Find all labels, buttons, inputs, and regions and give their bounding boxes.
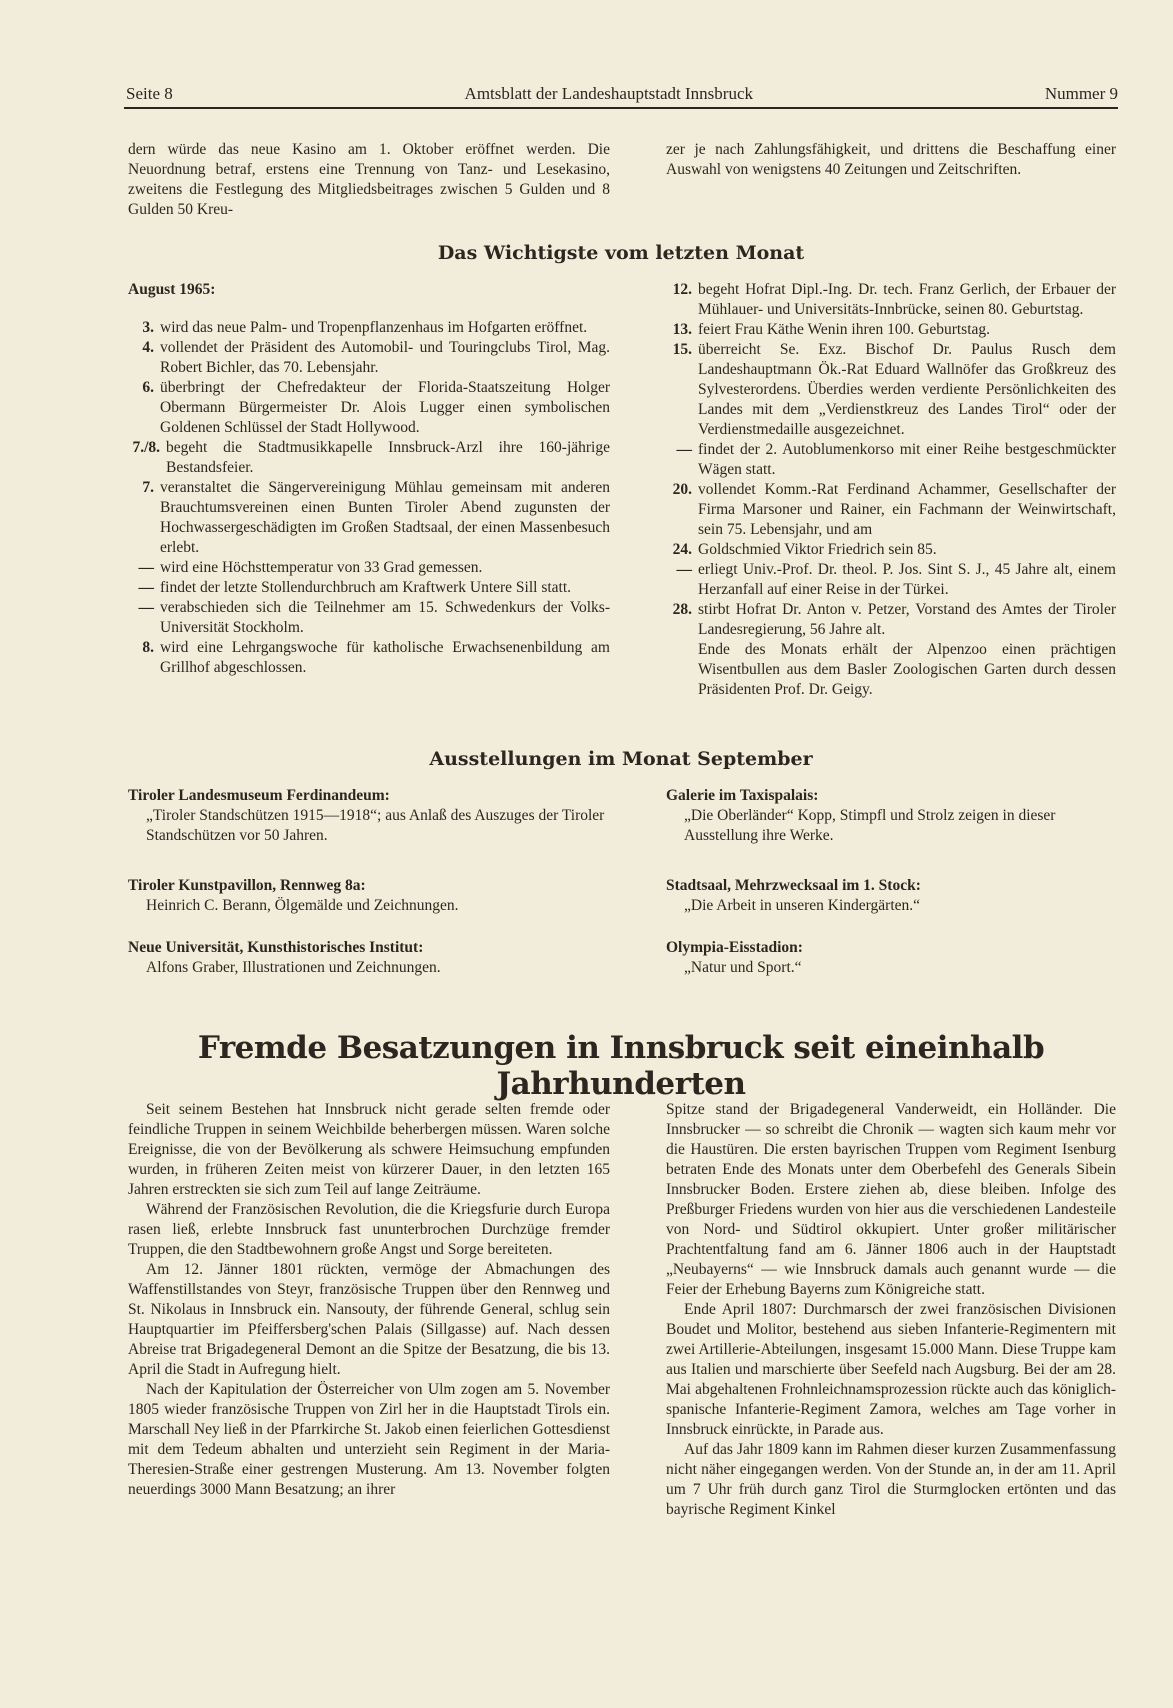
item-date: — xyxy=(138,579,154,596)
item-text: findet der letzte Stollendurchbruch am Kraftwerk Untere Sill statt. xyxy=(160,579,572,596)
item-text: Ende des Monats erhält der Alpenzoo einen prächtigen Wisentbullen aus dem Basler Zoologischen Garten durch dessen Präsidenten Prof. Dr. Geigy. xyxy=(698,641,1116,698)
item-text: wird eine Lehrgangswoche für katholische Erwachsenenbildung am Grillhof abgeschlossen. xyxy=(160,639,610,676)
news-item xyxy=(666,600,1116,640)
intro-right xyxy=(666,140,1116,180)
item-text: erliegt Univ.-Prof. Dr. theol. P. Jos. Sint S. J., 45 Jahre alt, einem Herzanfall auf einer Reise in der Türkei. xyxy=(698,561,1116,598)
news-item xyxy=(666,480,1116,540)
item-text: wird eine Höchsttemperatur von 33 Grad gemessen. xyxy=(160,559,483,576)
news-item xyxy=(666,440,1116,480)
item-text: findet der 2. Autoblumenkorso mit einer Reihe bestgeschmückter Wägen statt. xyxy=(698,441,1116,478)
page-header xyxy=(126,80,1118,104)
item-text: stirbt Hofrat Dr. Anton v. Petzer, Vorstand des Amtes der Tiroler Landesregierung, 56 Jahre alt. xyxy=(698,601,1116,638)
exhibitions-heading: Ausstellungen im Monat September xyxy=(429,748,813,770)
exhibitions-left xyxy=(128,786,610,1000)
item-text: überreicht Se. Exz. Bischof Dr. Paulus Rusch dem Landeshauptmann Ök.-Rat Eduard Wallnöfer das Großkreuz des Sylvesterordens. Überdies werden verdiente Persönlichkeiten des Landes mit dem „Verdienstkreuz des Landes Tirol“ oder der Verdienstmedaille ausgezeichnet. xyxy=(698,341,1116,438)
publication-title: Amtsblatt der Landeshauptstadt Innsbruck xyxy=(464,84,754,103)
header-rule xyxy=(124,107,1118,109)
item-date: 3. xyxy=(142,319,154,336)
news-left-column xyxy=(128,280,610,678)
news-item xyxy=(128,558,610,578)
exhibition-entry xyxy=(666,876,1116,938)
exhibition-description: „Natur und Sport.“ xyxy=(684,959,802,976)
exhibition-entry xyxy=(128,786,610,876)
item-text: begeht Hofrat Dipl.-Ing. Dr. tech. Franz Gerlich, der Erbauer der Mühlauer- und Universitäts-Innbrücke, seinen 80. Geburtstag. xyxy=(698,281,1116,318)
news-item xyxy=(128,638,610,678)
item-date: — xyxy=(138,559,154,576)
item-date xyxy=(666,640,698,700)
page-number: Seite 8 xyxy=(126,84,173,103)
news-item xyxy=(666,340,1116,440)
item-date: 6. xyxy=(142,379,154,396)
article-paragraph: Spitze stand der Brigadegeneral Vanderweidt, ein Holländer. Die Innsbrucker — so schreibt die Chronik — wagten sich kaum mehr vor die Haustüren. Die ersten bayrischen Truppen vom Regiment Isenburg betraten Ende des Monats unter dem Oberbefehl des Generals Sibein Innsbrucker Boden. Erstere ziehen ab, diese bleiben. Infolge des Preßburger Friedens wurden von hier aus die verschiedenen Landesteile von Nord- und Südtirol okkupiert. Unter großer militärischer Prachtentfaltung fand am 6. Jänner 1806 auch in der Hauptstadt „Neubayerns“ — wie Innsbruck damals auch genannt wurde — die Feier der Erhebung Bayerns zum Königreiche statt. xyxy=(666,1101,1116,1298)
intro-paragraph: dern würde das neue Kasino am 1. Oktober eröffnet werden. Die Neuordnung betraf, erstens eine Trennung von Tanz- und Lesekasino, zweitens die Festlegung des Mitgliedsbeitrages zwischen 5 Gulden und 8 Gulden 50 Kreu- xyxy=(128,141,610,218)
item-text: vollendet Komm.-Rat Ferdinand Achammer, Gesellschafter der Firma Marsoner und Rainer, ein Fachmann der Weinwirtschaft, sein 75. Lebensjahr, und am xyxy=(698,481,1116,538)
exhibition-venue: Tiroler Landesmuseum Ferdinandeum: xyxy=(128,787,390,804)
item-date: 7. xyxy=(142,479,154,496)
exhibition-description: „Tiroler Standschützen 1915—1918“; aus Anlaß des Auszuges der Tiroler Standschützen vor 50 Jahren. xyxy=(146,807,605,844)
item-text: verabschieden sich die Teilnehmer am 15. Schwedenkurs der Volks-Universität Stockholm. xyxy=(160,599,610,636)
exhibition-venue: Neue Universität, Kunsthistorisches Institut: xyxy=(128,939,424,956)
news-item xyxy=(128,318,610,338)
article-title: Fremde Besatzungen in Innsbruck seit eineinhalb Jahrhunderten xyxy=(197,1030,1045,1102)
news-item xyxy=(666,560,1116,600)
item-text: wird das neue Palm- und Tropenpflanzenhaus im Hofgarten eröffnet. xyxy=(160,319,588,336)
news-item xyxy=(666,640,1116,700)
item-date: 20. xyxy=(672,481,692,498)
news-item xyxy=(128,378,610,438)
item-date: — xyxy=(676,441,692,458)
exhibition-description: Alfons Graber, Illustrationen und Zeichnungen. xyxy=(146,959,441,976)
news-item xyxy=(666,320,1116,340)
exhibition-venue: Stadtsaal, Mehrzwecksaal im 1. Stock: xyxy=(666,877,921,894)
item-date: 24. xyxy=(672,541,692,558)
item-date: 8. xyxy=(142,639,154,656)
item-date: 15. xyxy=(672,341,692,358)
exhibition-entry xyxy=(666,786,1116,876)
item-text: veranstaltet die Sängervereinigung Mühlau gemeinsam mit anderen Brauchtumsvereinen einen Bunten Tiroler Abend zugunsten der Hochwassergeschädigten im Großen Stadtsaal, der einen Massenbesuch erlebt. xyxy=(160,479,610,556)
intro-left xyxy=(128,140,610,220)
news-item xyxy=(666,540,1116,560)
news-item xyxy=(128,598,610,638)
item-date: 28. xyxy=(672,601,692,618)
issue-number: Nummer 9 xyxy=(1044,84,1118,103)
exhibition-venue: Olympia-Eisstadion: xyxy=(666,939,803,956)
exhibition-description: „Die Oberländer“ Kopp, Stimpfl und Strolz zeigen in dieser Ausstellung ihre Werke. xyxy=(684,807,1056,844)
item-text: begeht die Stadtmusikkapelle Innsbruck-Arzl ihre 160-jährige Bestandsfeier. xyxy=(166,439,610,476)
exhibition-venue: Tiroler Kunstpavillon, Rennweg 8a: xyxy=(128,877,366,894)
exhibition-description: Heinrich C. Berann, Ölgemälde und Zeichnungen. xyxy=(146,897,459,914)
article-paragraph: Seit seinem Bestehen hat Innsbruck nicht gerade selten fremde oder feindliche Truppen in seinem Weichbilde beherbergen müssen. Waren solche Ereignisse, die von der Bevölkerung als schwere Heimsuchung empfunden wurden, in früheren Zeiten meist von kürzerer Dauer, in den letzten 165 Jahren erstreckten sie sich zum Teil auf lange Zeiträume. xyxy=(128,1101,610,1198)
item-text: feiert Frau Käthe Wenin ihren 100. Geburtstag. xyxy=(698,321,991,338)
item-text: überbringt der Chefredakteur der Florida-Staatszeitung Holger Obermann Bürgermeister Dr. Alois Lugger einen symbolischen Goldenen Schlüssel der Stadt Hollywood. xyxy=(160,379,610,436)
news-item xyxy=(128,438,610,478)
article-paragraph: Am 12. Jänner 1801 rückten, vermöge der Abmachungen des Waffenstillstandes von Steyr, französische Truppen über den Rennweg und St. Nikolaus in Innsbruck ein. Nansouty, der führende General, schlug sein Hauptquartier im Pfeiffersberg'schen Palais (Sillgasse) auf. Nach dessen Abreise trat Brigadegeneral Demont an die Spitze der Besatzung, die bis 13. April die Stadt in Aufregung hielt. xyxy=(128,1261,610,1378)
exhibitions-right xyxy=(666,786,1116,1000)
news-item xyxy=(128,578,610,598)
article-paragraph: Während der Französischen Revolution, die die Kriegsfurie durch Europa rasen ließ, erlebte Innsbruck fast ununterbrochen Durchzüge fremder Truppen, die den Stadtbewohnern große Angst und Sorge bereiteten. xyxy=(128,1201,610,1258)
exhibition-entry xyxy=(128,938,610,1000)
article-paragraph: Nach der Kapitulation der Österreicher von Ulm zogen am 5. November 1805 wieder französische Truppen von Zirl her in die Hauptstadt Tirols ein. Marschall Ney ließ in der Pfarrkirche St. Jakob einen feierlichen Gottesdienst mit dem Tedeum abhalten und unterzieht sein Regiment in der Maria-Theresien-Straße einer gestrengen Musterung. Am 13. November folgten neuerdings 3000 Mann Besatzung; an ihrer xyxy=(128,1381,610,1498)
news-item xyxy=(128,478,610,558)
article-paragraph: Ende April 1807: Durchmarsch der zwei französischen Divisionen Boudet und Molitor, bestehend aus sieben Infanterie-Regimentern mit zwei Artillerie-Abteilungen, insgesamt 15.000 Mann. Diese Truppe kam aus Italien und marschierte über Seefeld nach Augsburg. Bei der am 28. Mai abgehaltenen Frohnleichnamsprozession rückte auch das königlich-spanische Infanterie-Regiment Zamora, welches am Tage vorher in Innsbruck einrückte, in Parade aus. xyxy=(666,1301,1116,1438)
news-heading: Das Wichtigste vom letzten Monat xyxy=(437,242,805,264)
item-date: 12. xyxy=(672,281,692,298)
article-paragraph: Auf das Jahr 1809 kann im Rahmen dieser kurzen Zusammenfassung nicht näher eingegangen werden. Von der Stunde an, in der am 11. April um 7 Uhr früh durch ganz Tirol die Sturmglocken ertönten und das bayrische Regiment Kinkel xyxy=(666,1441,1116,1518)
intro-paragraph: zer je nach Zahlungsfähigkeit, und drittens die Beschaffung einer Auswahl von wenigstens 40 Zeitungen und Zeitschriften. xyxy=(666,141,1116,178)
item-date: 4. xyxy=(142,339,154,356)
item-text: vollendet der Präsident des Automobil- und Touringclubs Tirol, Mag. Robert Bichler, das 70. Lebensjahr. xyxy=(160,339,610,376)
item-date: — xyxy=(138,599,154,616)
article-right-column xyxy=(666,1100,1116,1520)
news-item xyxy=(666,280,1116,320)
exhibition-entry xyxy=(128,876,610,938)
exhibition-description: „Die Arbeit in unseren Kindergärten.“ xyxy=(684,897,921,914)
item-date: — xyxy=(676,561,692,578)
exhibition-venue: Galerie im Taxispalais: xyxy=(666,787,819,804)
news-item xyxy=(128,338,610,378)
news-month: August 1965: xyxy=(128,281,216,298)
item-date: 13. xyxy=(672,321,692,338)
item-date: 7./8. xyxy=(132,439,160,456)
article-left-column xyxy=(128,1100,610,1500)
exhibition-entry xyxy=(666,938,1116,1000)
news-right-column xyxy=(666,280,1116,700)
item-text: Goldschmied Viktor Friedrich sein 85. xyxy=(698,541,937,558)
